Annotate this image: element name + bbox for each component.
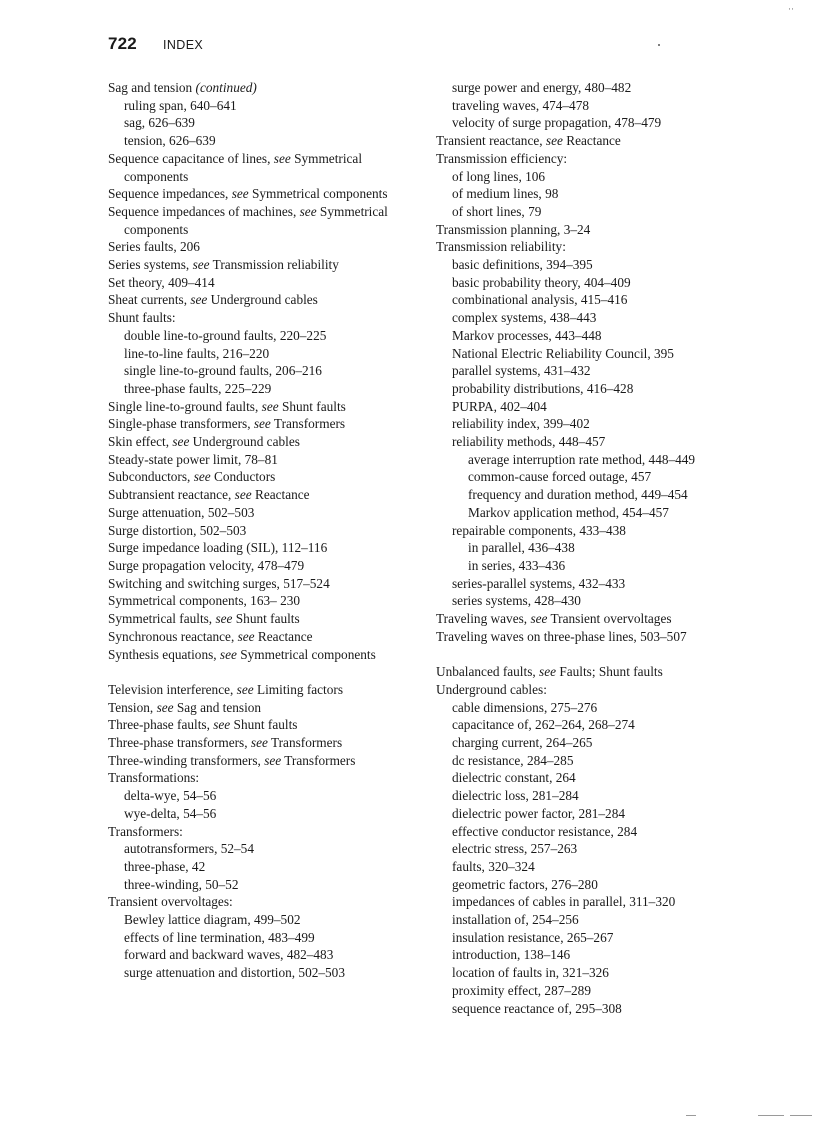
index-subentry: introduction, 138–146 (452, 947, 571, 963)
index-subentry: velocity of surge propagation, 478–479 (452, 115, 662, 131)
index-subentry: dielectric loss, 281–284 (452, 788, 579, 804)
index-entry: Transmission reliability: (436, 239, 566, 255)
index-entry: Transient overvoltages: (108, 894, 233, 910)
index-subentry: effects of line termination, 483–499 (124, 929, 315, 945)
index-entry: Sheat currents, see Underground cables (108, 292, 318, 308)
index-entry: Symmetrical components, 163– 230 (108, 593, 301, 609)
index-subentry: surge power and energy, 480–482 (452, 80, 632, 95)
index-entry: Subtransient reactance, see Reactance (108, 487, 310, 503)
index-entry: Subconductors, see Conductors (108, 469, 276, 485)
index-entry: Transformers: (108, 823, 183, 839)
index-subentry: Bewley lattice diagram, 499–502 (124, 912, 301, 928)
index-subentry: geometric factors, 276–280 (452, 876, 598, 892)
index-entry: Transmission efficiency: (436, 150, 568, 166)
index-entry: Transmission planning, 3–24 (436, 221, 591, 237)
index-entry: Television interference, see Limiting factors (108, 681, 344, 697)
index-entry: Set theory, 409–414 (108, 274, 215, 290)
corner-mark: ·· (788, 4, 794, 14)
index-subentry: repairable components, 433–438 (452, 522, 626, 538)
index-subentry: Markov processes, 443–448 (452, 327, 602, 343)
index-subentry: frequency and duration method, 449–454 (468, 487, 688, 503)
index-subentry: single line-to-ground faults, 206–216 (124, 363, 322, 379)
index-subentry: surge attenuation and distortion, 502–503 (124, 965, 345, 981)
index-column-right (436, 79, 766, 1017)
index-subentry: reliability index, 399–402 (452, 416, 590, 432)
index-entry: Sequence capacitance of lines, see Symmetrical components (108, 150, 363, 184)
index-subentry: line-to-line faults, 216–220 (124, 345, 270, 361)
index-subentry: location of faults in, 321–326 (452, 965, 609, 981)
index-subentry: three-phase, 42 (124, 858, 206, 874)
index-subentry: three-winding, 50–52 (124, 876, 239, 892)
footer-rule (790, 1115, 812, 1116)
index-subentry: charging current, 264–265 (452, 735, 593, 750)
index-subentry: dc resistance, 284–285 (452, 752, 574, 768)
index-subentry: double line-to-ground faults, 220–225 (124, 327, 327, 343)
index-subentry: Markov application method, 454–457 (468, 504, 669, 520)
index-subentry: combinational analysis, 415–416 (452, 292, 628, 308)
index-subentry: effective conductor resistance, 284 (452, 823, 638, 839)
index-subentry: impedances of cables in parallel, 311–320 (452, 894, 676, 910)
index-subentry: National Electric Reliability Council, 395 (452, 345, 674, 361)
index-subentry: in series, 433–436 (468, 557, 566, 573)
index-subentry: complex systems, 438–443 (452, 310, 597, 326)
footer-rule (686, 1115, 696, 1116)
index-entry: Sag and tension (continued) (108, 80, 257, 95)
index-subentry: ruling span, 640–641 (124, 97, 237, 113)
index-entry: Series faults, 206 (108, 239, 200, 255)
index-subentry: sag, 626–639 (124, 115, 195, 131)
index-entry: Three-phase transformers, see Transformers (108, 735, 343, 750)
index-subentry: PURPA, 402–404 (452, 398, 547, 414)
index-subentry: faults, 320–324 (452, 858, 535, 874)
index-entry: Unbalanced faults, see Faults; Shunt faults (436, 664, 663, 680)
index-subentry: average interruption rate method, 448–449 (468, 451, 696, 467)
index-entry: Tension, see Sag and tension (108, 699, 262, 715)
footer-rule (758, 1115, 784, 1116)
index-entry: Single-phase transformers, see Transformers (108, 416, 346, 432)
index-subentry: capacitance of, 262–264, 268–274 (452, 717, 635, 733)
index-entry: Sequence impedances of machines, see Symmetrical components (108, 203, 388, 237)
index-subentry: dielectric constant, 264 (452, 770, 576, 786)
index-subentry: tension, 626–639 (124, 133, 216, 149)
index-entry: Steady-state power limit, 78–81 (108, 451, 278, 467)
index-entry: Skin effect, see Underground cables (108, 434, 300, 450)
index-subentry: of short lines, 79 (452, 203, 542, 219)
index-entry: Three-winding transformers, see Transformers (108, 752, 356, 768)
index-subentry: proximity effect, 287–289 (452, 982, 591, 998)
index-subentry: of long lines, 106 (452, 168, 546, 184)
index-subentry: in parallel, 436–438 (468, 540, 575, 556)
index-entry: Shunt faults: (108, 310, 176, 326)
index-subentry: forward and backward waves, 482–483 (124, 947, 334, 963)
index-subentry: three-phase faults, 225–229 (124, 380, 272, 396)
index-subentry: electric stress, 257–263 (452, 841, 578, 857)
index-subentry: series-parallel systems, 432–433 (452, 575, 626, 591)
index-subentry: probability distributions, 416–428 (452, 380, 634, 396)
index-subentry: delta-wye, 54–56 (124, 788, 217, 804)
index-entry: Transient reactance, see Reactance (436, 133, 621, 149)
index-subentry: basic definitions, 394–395 (452, 257, 593, 273)
index-entry: Single line-to-ground faults, see Shunt faults (108, 398, 346, 414)
index-entry: Traveling waves, see Transient overvoltages (436, 611, 672, 627)
index-subentry: wye-delta, 54–56 (124, 805, 217, 821)
index-subentry: series systems, 428–430 (452, 593, 581, 609)
index-subentry: of medium lines, 98 (452, 186, 559, 202)
page-header (108, 34, 203, 54)
index-subentry: insulation resistance, 265–267 (452, 929, 614, 945)
index-entry: Traveling waves on three-phase lines, 503–507 (436, 628, 687, 644)
index-entry: Underground cables: (436, 681, 547, 697)
index-entry: Synthesis equations, see Symmetrical components (108, 646, 376, 662)
index-entry: Surge propagation velocity, 478–479 (108, 557, 305, 573)
page-number: 722 (108, 34, 137, 53)
index-entry: Transformations: (108, 770, 200, 786)
index-subentry: reliability methods, 448–457 (452, 434, 606, 450)
index-subentry: common-cause forced outage, 457 (468, 469, 652, 485)
index-column-left (108, 79, 428, 982)
index-entry: Sequence impedances, see Symmetrical components (108, 186, 388, 202)
index-entry: Series systems, see Transmission reliability (108, 257, 339, 273)
running-head: INDEX (162, 38, 204, 52)
index-subentry: basic probability theory, 404–409 (452, 274, 631, 290)
index-subentry: sequence reactance of, 295–308 (452, 1000, 622, 1016)
index-entry: Surge distortion, 502–503 (108, 522, 247, 538)
index-subentry: installation of, 254–256 (452, 912, 579, 928)
index-entry: Symmetrical faults, see Shunt faults (108, 611, 300, 627)
stray-dot (658, 44, 660, 46)
index-entry: Synchronous reactance, see Reactance (108, 628, 313, 644)
index-subentry: traveling waves, 474–478 (452, 97, 590, 113)
index-entry: Surge impedance loading (SIL), 112–116 (108, 540, 328, 556)
index-subentry: dielectric power factor, 281–284 (452, 805, 625, 821)
index-entry: Surge attenuation, 502–503 (108, 504, 255, 520)
index-subentry: parallel systems, 431–432 (452, 363, 591, 379)
index-entry: Three-phase faults, see Shunt faults (108, 717, 298, 733)
index-subentry: cable dimensions, 275–276 (452, 699, 598, 715)
index-subentry: autotransformers, 52–54 (124, 841, 254, 857)
index-entry: Switching and switching surges, 517–524 (108, 575, 330, 591)
